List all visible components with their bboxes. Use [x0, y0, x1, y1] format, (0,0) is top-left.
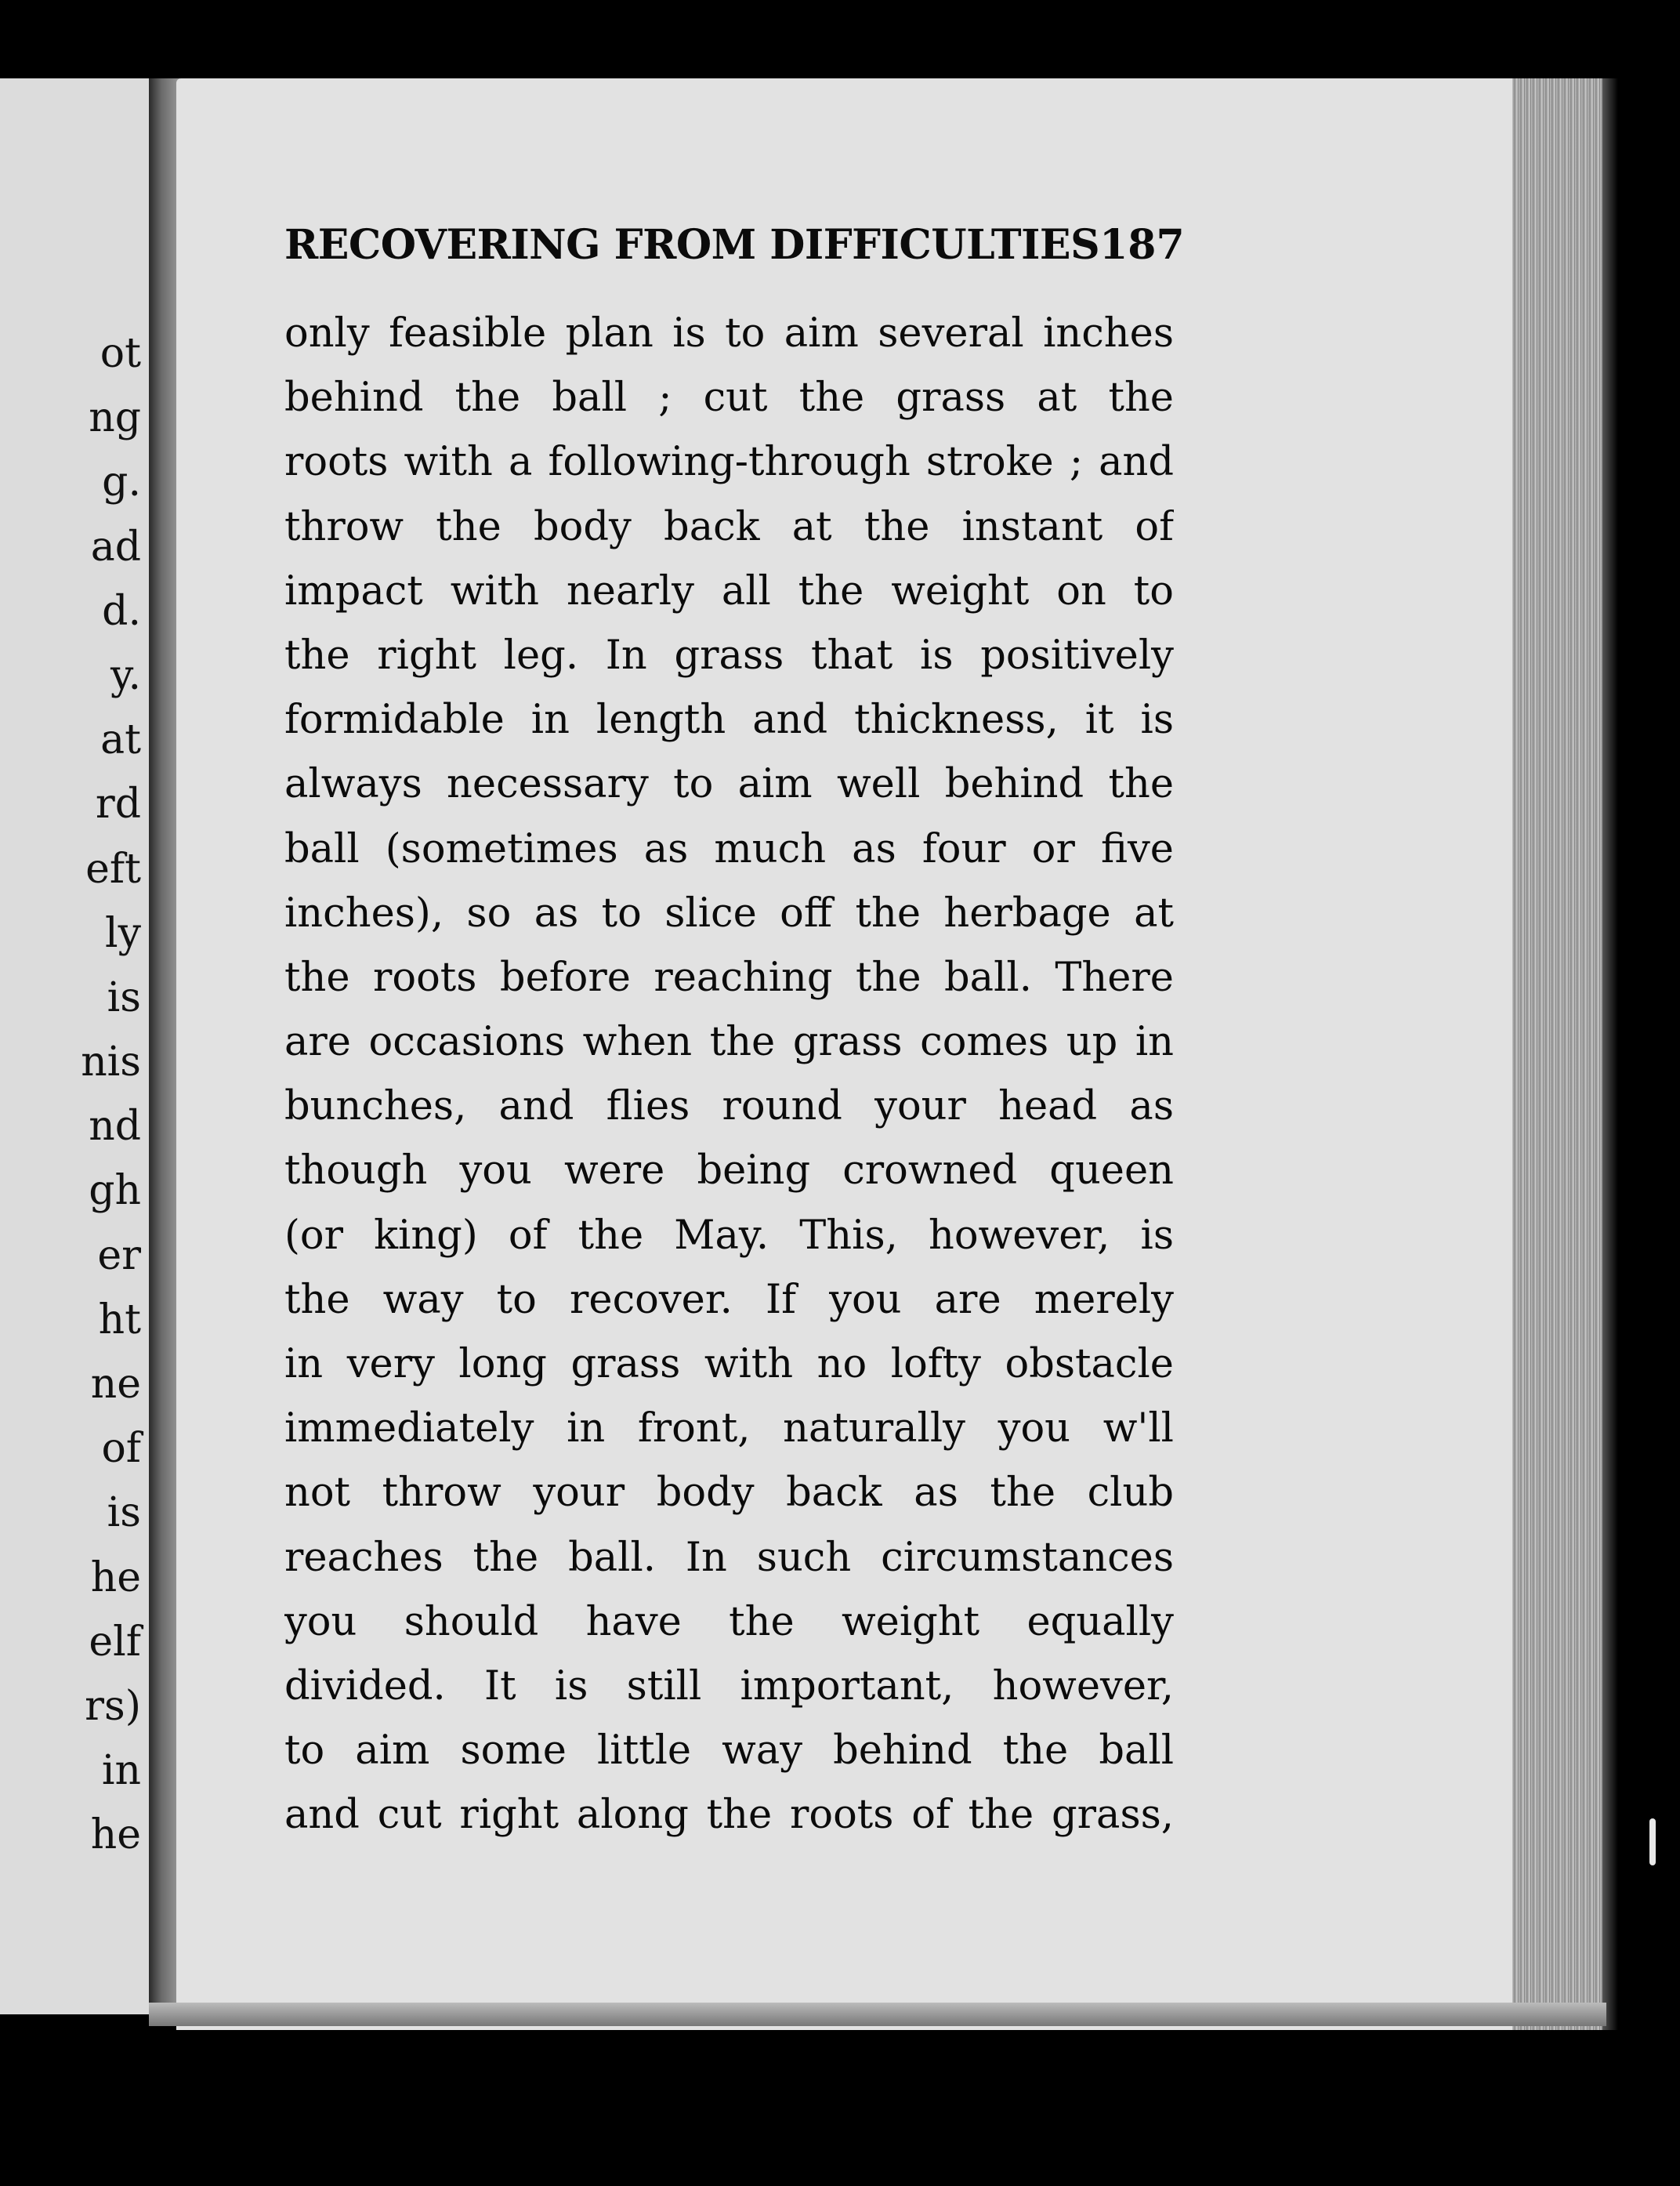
- left-fragment: he: [90, 1553, 141, 1601]
- text-line: are occasions when the grass comes up in: [284, 1019, 1174, 1066]
- left-page-text-fragments: [81, 321, 141, 1868]
- left-fragment: ng: [89, 394, 141, 442]
- text-line: roots with a following-through stroke ; and: [284, 439, 1174, 486]
- text-line: and cut right along the roots of the grass,: [284, 1792, 1174, 1839]
- running-head: [284, 221, 1185, 269]
- text-line: formidable in length and thickness, it is: [284, 697, 1174, 744]
- text-line: bunches, and flies round your head as: [284, 1083, 1174, 1130]
- left-fragment: ot: [100, 330, 141, 377]
- text-line: divided. It is still important, however,: [284, 1662, 1174, 1709]
- page-edge-shadow: [1602, 78, 1618, 2030]
- left-fragment: ad: [90, 523, 141, 571]
- book-gutter: [149, 78, 180, 2014]
- left-fragment: y.: [110, 651, 141, 699]
- text-line: immediately in front, naturally you w'll: [284, 1405, 1174, 1452]
- left-facing-page: [0, 78, 154, 2014]
- left-fragment: d.: [102, 587, 141, 635]
- left-fragment: er: [97, 1231, 141, 1279]
- text-line: not throw your body back as the club: [284, 1470, 1174, 1517]
- running-title: RECOVERING FROM DIFFICULTIES: [284, 221, 1100, 269]
- text-line: you should have the weight equally: [284, 1598, 1174, 1645]
- text-line: in very long grass with no lofty obstacle: [284, 1341, 1174, 1387]
- left-fragment: of: [101, 1425, 141, 1473]
- left-fragment: nis: [81, 1039, 141, 1086]
- left-fragment: ne: [90, 1361, 141, 1408]
- left-fragment: ly: [104, 909, 141, 957]
- text-line: though you were being crowned queen: [284, 1147, 1174, 1195]
- left-fragment: at: [100, 716, 141, 764]
- text-line: ball (sometimes as much as four or five: [284, 825, 1174, 872]
- text-line: (or king) of the May. This, however, is: [284, 1212, 1174, 1259]
- text-line: the roots before reaching the ball. There: [284, 954, 1174, 1001]
- text-line: impact with nearly all the weight on to: [284, 567, 1174, 614]
- left-fragment: eft: [85, 845, 141, 893]
- left-fragment: rd: [95, 781, 141, 828]
- left-fragment: ht: [98, 1296, 141, 1343]
- text-line: behind the ball ; cut the grass at the: [284, 375, 1174, 422]
- text-line: inches), so as to slice off the herbage at: [284, 890, 1174, 937]
- page-number: 187: [1099, 221, 1185, 269]
- page-edges: [1512, 78, 1602, 2030]
- text-line: the right leg. In grass that is positively: [284, 632, 1174, 679]
- body-text: [284, 302, 1174, 1848]
- text-line: throw the body back at the instant of: [284, 503, 1174, 550]
- text-line: always necessary to aim well behind the: [284, 761, 1174, 808]
- left-fragment: is: [107, 973, 141, 1021]
- left-fragment: elf: [89, 1618, 141, 1666]
- page-bottom-edge: [149, 2003, 1606, 2026]
- left-fragment: nd: [89, 1103, 141, 1151]
- left-fragment: he: [90, 1811, 141, 1859]
- left-fragment: is: [107, 1489, 141, 1537]
- left-fragment: rs): [85, 1682, 141, 1730]
- left-fragment: g.: [102, 459, 141, 506]
- text-line: reaches the ball. In such circumstances: [284, 1534, 1174, 1581]
- text-line: only feasible plan is to aim several inches: [284, 310, 1174, 357]
- left-fragment: in: [101, 1747, 141, 1795]
- left-fragment: gh: [89, 1167, 141, 1215]
- scan-edge-mark: [1649, 1818, 1656, 1865]
- text-line: to aim some little way behind the ball: [284, 1727, 1174, 1775]
- text-line: the way to recover. If you are merely: [284, 1276, 1174, 1323]
